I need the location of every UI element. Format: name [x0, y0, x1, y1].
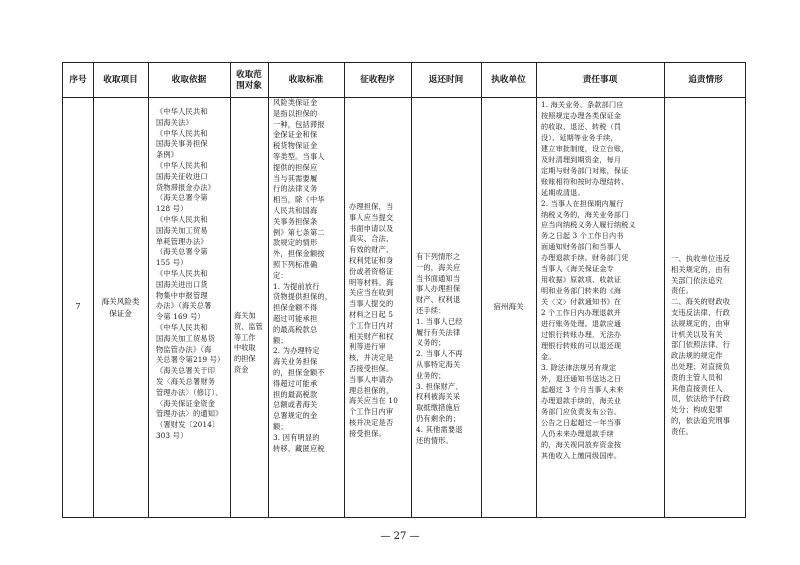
cell-text-line: 3. 因有明显的: [273, 432, 320, 442]
cell-text-line: 没）、延期等业务手续，: [541, 132, 618, 142]
cell-text-line: 4. 其他需要退: [416, 424, 463, 434]
cell-text-line: 事人应当提交: [349, 212, 394, 222]
cell-text-line: 部门依照法律、行: [671, 340, 731, 350]
cell-text-line: 额；: [273, 335, 288, 345]
cell-text-line: 国海关征收进口: [156, 171, 208, 181]
cell-text-line: 延期或清退。: [541, 187, 585, 197]
cell-text-line: 款规定的情形: [273, 238, 318, 248]
cell-duty: [536, 98, 664, 517]
cell-text-line: 《中华人民共和: [156, 160, 208, 170]
cell-text-line: 明等材料。海: [349, 277, 394, 287]
cell-text-line: 物集中申报管理: [156, 290, 208, 300]
cell-text-line: 一的，海关应: [416, 262, 461, 272]
cell-return-time: [411, 98, 481, 517]
cell-text-line: 金。: [541, 351, 556, 361]
cell-text-line: 行的法律义务: [273, 184, 318, 194]
cell-text-line: 海关加: [234, 311, 256, 320]
cell-text-line: 用收据》原款项、收款证: [541, 275, 622, 285]
cell-text-line: 处分；构成犯罪: [671, 405, 723, 415]
cell-text-line: 照下列标准确: [273, 259, 318, 269]
cell-text-line: 人民共和国海: [273, 205, 318, 215]
cell-text-line: （海关总署令第: [156, 247, 208, 257]
cell-text-line: 从事特定海关: [416, 359, 461, 369]
cell-text-line: 利等进行审: [349, 342, 386, 352]
cell-text-line: 有效的财产、: [349, 245, 394, 255]
cell-text-line: 的担保: [234, 354, 256, 364]
cell-text-line: 应当向纳税义务人履行纳税义: [541, 220, 636, 230]
cell-text-line: 权利凭证和身: [349, 255, 394, 265]
cell-text-line: 国海关法》: [156, 117, 193, 127]
cell-text-line: 风险类保证金: [273, 98, 318, 107]
cell-text-line: 定期与财务部门对账，保证: [541, 165, 629, 175]
cell-text-line: 建立审批制度，设立台账，: [541, 143, 629, 153]
cell-text-line: 业务的；: [416, 370, 446, 380]
cell-text-line: 财产、权利退: [416, 295, 461, 305]
cell-text-line: 中收取: [234, 343, 256, 353]
cell-text-line: 资金: [234, 364, 249, 374]
cell-text-line: 支违反法律、行政: [671, 307, 731, 317]
cell-text-line: 等类型。当事人: [273, 151, 325, 161]
cell-text-line: 相关规定的，由有: [671, 264, 731, 274]
cell-text-line: 贸、监管: [234, 321, 263, 331]
cell-text-line: 定：: [273, 270, 288, 280]
cell-text-line: 《中华人民共和: [156, 128, 208, 138]
cell-text-line: 155 号）: [156, 258, 188, 268]
header-procedure: 征收程序: [360, 75, 395, 85]
cell-text-line: 理银行转账的可以退还现: [541, 340, 622, 350]
cell-text-line: 关事务担保条: [273, 216, 318, 226]
cell-text-line: 书面申请以及: [349, 223, 394, 233]
cell-text-line: 义务的；: [416, 338, 446, 348]
cell-text-line: 关部门依法追究: [671, 275, 723, 285]
cell-text-line: 的，海关视同放弃资金按: [541, 439, 622, 449]
cell-text-line: 的收取、退还、转税（罚: [541, 121, 622, 131]
cell-text-line: 的，依法追究刑事: [671, 415, 731, 425]
cell-text-line: 当事人《海关保证金专: [541, 264, 614, 274]
cell-text-line: 核，并决定是: [349, 353, 394, 363]
cell-text-line: 国海关加工贸易: [156, 225, 208, 235]
cell-text-line: 其他收入上缴同级国库。: [541, 450, 622, 460]
header-unit: 执收单位: [491, 75, 526, 85]
cell-text-line: 一、执收单位违反: [671, 254, 731, 263]
cell-text-line: 外，退还通知书送达之日: [541, 373, 622, 383]
cell-text-line: 材料之日起 5: [349, 309, 394, 319]
cell-text-line: 2. 当事人不再: [416, 349, 463, 359]
cell-text-line: 还的情形。: [416, 435, 453, 445]
cell-text-line: 取抵缴措施后: [416, 403, 461, 413]
cell-text-line: （署财发〔2014〕: [156, 420, 220, 430]
cell-accountability: [664, 98, 747, 517]
cell-text-line: 是指以担保的: [273, 108, 318, 118]
cell-text-line: 理总担保的，: [349, 385, 394, 395]
cell-text-line: 担保金额不得: [273, 303, 318, 313]
cell-basis: [148, 98, 230, 517]
cell-text-line: 其他直接责任人: [671, 383, 723, 393]
cell-text-line: 总额或者海关: [273, 400, 318, 410]
cell-text-line: 过银行转账办理，无法办: [541, 330, 622, 340]
cell-text-line: 公告之日起超过一年当事: [541, 417, 622, 427]
cell-text-line: 提供的担保应: [273, 162, 318, 172]
cell-text-line: 2. 当事人在担保期内履行: [541, 198, 624, 208]
cell-text-line: 303 号）: [156, 430, 188, 440]
cell-text-line: 关应当在收到: [349, 288, 394, 298]
cell-text-line: 按照规定办理各类保证金: [541, 110, 622, 120]
cell-text-line: 真实、合法、: [349, 234, 394, 244]
cell-text-line: 《海关总署关于印: [156, 366, 216, 376]
cell-text-line: 3. 担保财产、: [416, 381, 463, 391]
cell-text-line: 办法》（海关总署: [156, 301, 212, 311]
header-item: 收取项目: [103, 75, 138, 85]
cell-text-line: 责的主管人员和: [671, 372, 723, 382]
cell-text-line: 金保证金和保: [273, 130, 318, 140]
cell-text-line: 的，担保金额不: [273, 367, 325, 377]
cell-text-line: 外，担保金额按: [273, 249, 325, 259]
cell-text-line: 相关财产和权: [349, 331, 394, 341]
cell-scope: [230, 98, 268, 517]
cell-text-line: 法规规定的，由审: [671, 318, 731, 328]
cell-text-line: 条例》: [156, 150, 179, 160]
cell-text-line: 《中华人民共和: [156, 214, 208, 224]
cell-text-line: 1. 海关业务、条款部门应: [541, 100, 624, 109]
cell-text-line: 一种，包括滞报: [273, 119, 325, 129]
cell-text-line: 起超过 3 个月当事人未来: [541, 384, 624, 394]
cell-text-line: 例》第七条第二: [273, 227, 325, 237]
header-basis: 收取依据: [171, 75, 207, 85]
header-duty: 责任事项: [582, 75, 618, 85]
cell-text-line: 总署规定的金: [273, 411, 318, 421]
cell-text-line: 个工作日内对: [349, 320, 394, 330]
cell-text-line: 务之日起 3 个工作日内书: [541, 231, 624, 241]
cell-text-line: 〈海关保证金资金: [156, 398, 216, 408]
cell-item: 海关风险类保证金: [101, 296, 140, 318]
header-return-time: 返还时间: [428, 75, 464, 85]
cell-text-line: 国海关加工贸易货: [156, 333, 216, 343]
cell-text-line: 纳税义务的，海关业务部门: [541, 209, 629, 219]
cell-text-line: 个工作日内审: [349, 407, 394, 417]
cell-text-line: 政法规的规定作: [671, 351, 723, 361]
cell-text-line: 国海关事务担保: [156, 139, 208, 149]
cell-text-line: 接受担保。: [349, 428, 386, 438]
cell-text-line: 转移、藏匿应税: [273, 443, 325, 453]
cell-text-line: 明和业务部门转来的《海: [541, 286, 622, 296]
cell-text-line: 2. 为办理特定: [273, 346, 320, 356]
cell-text-line: 担的最高税款: [273, 389, 318, 399]
cell-text-line: 当与其需要履: [273, 173, 318, 183]
cell-text-line: 还手续：: [416, 305, 446, 315]
cell-text-line: 务部门应负责发布公告。: [541, 406, 622, 416]
cell-text-line: 当书面通知当: [416, 273, 461, 283]
cell-text-line: 履行有关法律: [416, 327, 461, 337]
cell-text-line: 二、海关的财政收: [671, 297, 731, 307]
cell-text-line: 当事人提交的: [349, 299, 394, 309]
cell-text-line: 《中华人民共和: [156, 268, 208, 278]
cell-text-line: 3. 除法律法规另有规定: [541, 362, 617, 372]
cell-text-line: （海关总署令第: [156, 193, 208, 203]
cell-text-line: 海关业务担保: [273, 357, 318, 367]
cell-text-line: 关〈文〉付款通知书》在: [541, 297, 622, 307]
cell-text-line: 核并决定是否: [349, 417, 394, 427]
cell-text-line: 责任。: [671, 286, 694, 296]
cell-text-line: 1. 当事人已经: [416, 316, 463, 326]
header-standard: 收取标准: [288, 75, 324, 85]
cell-text-line: 128 号）: [156, 204, 188, 214]
cell-text-line: 《中华人民共和: [156, 107, 208, 116]
cell-text-line: 超过可能承担: [273, 313, 318, 323]
header-no: 序号: [69, 75, 87, 85]
cell-text-line: 货物提供担保的，: [273, 292, 333, 302]
cell-text-line: 额；: [273, 421, 288, 431]
cell-text-line: 面通知财务部门和当事人: [541, 242, 622, 252]
cell-text-line: 得超过可能承: [273, 378, 318, 388]
header-accountability: 追责情形: [688, 75, 723, 85]
cell-text-line: 办理退款手续的，海关业: [541, 395, 622, 405]
cell-text-line: 责任。: [671, 426, 694, 436]
cell-text-line: 份或者资格证: [349, 266, 394, 276]
header-scope: 收取范围对象: [236, 69, 262, 91]
cell-text-line: 办理担保，当: [349, 202, 394, 211]
cell-text-line: 人仍未来办理退款手续: [541, 428, 614, 438]
cell-text-line: 物监管办法》（海: [156, 344, 212, 354]
cell-standard: [268, 98, 344, 517]
cell-text-line: 海关应当在 10: [349, 396, 398, 406]
cell-no: 7: [75, 302, 81, 312]
cell-text-line: 事人办理担保: [416, 284, 461, 294]
cell-text-line: 管理办法〉（修订）、: [156, 387, 223, 397]
cell-text-line: 国海关进出口货: [156, 279, 208, 289]
cell-text-line: 税货物保证金: [273, 141, 318, 151]
cell-text-line: 令第 169 号）: [156, 312, 205, 322]
cell-text-line: 管理办法〉的通知》: [156, 409, 223, 419]
cell-text-line: 相当，除《中华: [273, 195, 325, 205]
cell-text-line: 有下列情形之: [416, 252, 461, 261]
cell-procedure: [344, 98, 411, 517]
cell-text-line: 关总署令第219 号）: [156, 355, 225, 365]
cell-text-line: 及时清理到期资金，每月: [541, 154, 622, 164]
cell-text-line: 发〈海关总署财务: [156, 376, 216, 386]
cell-text-line: 1. 为提前放行: [273, 281, 320, 291]
cell-text-line: 单耗管理办法》: [156, 236, 208, 246]
cell-text-line: 《中华人民共和: [156, 322, 208, 332]
cell-text-line: 2 个工作日内办理退款并: [541, 308, 622, 318]
page-number: — 27 —: [380, 531, 420, 542]
cell-text-line: 货物滞报金办法》: [156, 182, 216, 192]
cell-text-line: 等工作: [234, 332, 256, 342]
cell-text-line: 权利被海关采: [416, 392, 461, 402]
cell-text-line: 当事人申请办: [349, 374, 394, 384]
cell-text-line: 进行账务处理。退款应通: [541, 319, 622, 329]
cell-text-line: 否接受担保。: [349, 363, 394, 373]
cell-text-line: 出处理；对直接负: [671, 361, 731, 371]
cell-text-line: 账账相符和按时办理结转、: [541, 176, 629, 186]
cell-text-line: 仍有剩余的；: [416, 413, 461, 423]
cell-text-line: 办理退款手续。财务部门凭: [541, 253, 629, 263]
cell-text-line: 的最高税款总: [273, 324, 318, 334]
fee-table: [62, 62, 746, 518]
cell-text-line: 员，依法给予行政: [671, 394, 731, 404]
cell-text-line: 计机关以及有关: [671, 329, 723, 339]
cell-unit: 宿州海关: [493, 302, 524, 312]
